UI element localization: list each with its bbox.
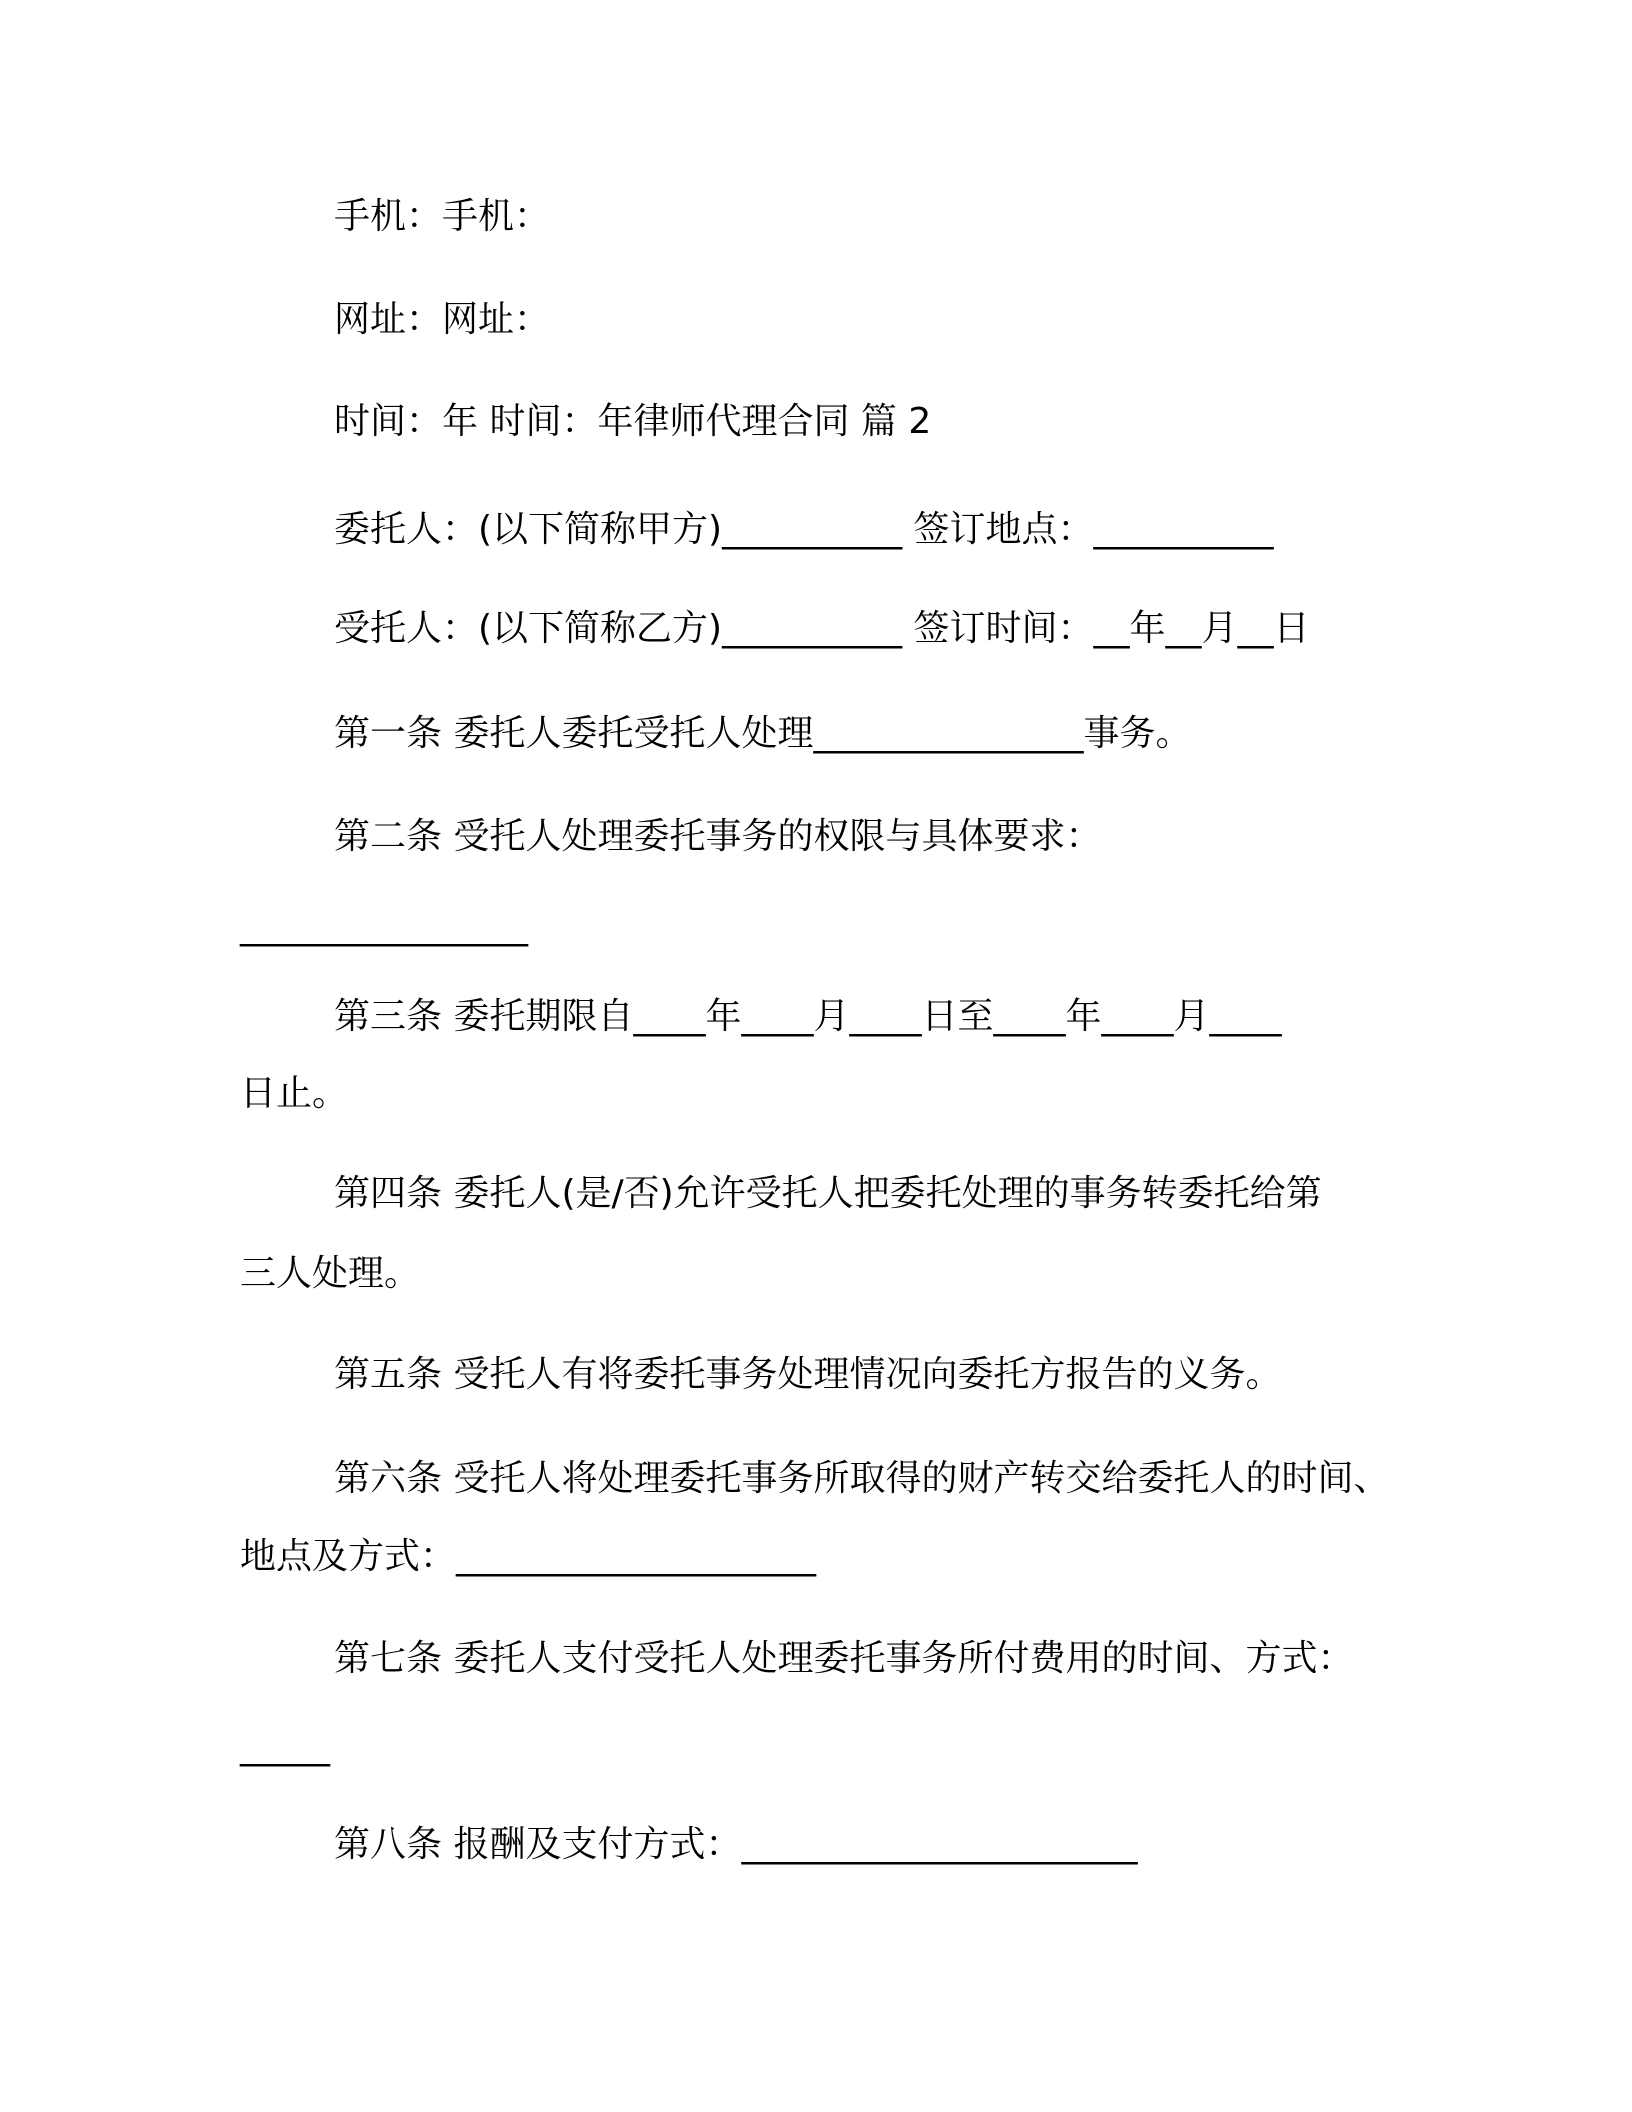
article-6-cont: 地点及方式：____________________ <box>240 1536 817 1577</box>
agent-line: 受托人：(以下简称乙方)__________ 签订时间：__年__月__日 <box>334 608 1310 649</box>
article-7: 第七条 委托人支付受托人处理委托事务所付费用的时间、方式： <box>334 1638 1354 1679</box>
article-2-blank: ________________ <box>240 906 528 947</box>
time-title-line: 时间：年 时间：年律师代理合同 篇 2 <box>334 401 932 442</box>
article-4: 第四条 委托人(是/否)允许受托人把委托处理的事务转委托给第 <box>334 1173 1322 1214</box>
article-3: 第三条 委托期限自____年____月____日至____年____月____ <box>334 996 1282 1037</box>
article-8: 第八条 报酬及支付方式：______________________ <box>334 1824 1138 1865</box>
principal-line: 委托人：(以下简称甲方)__________ 签订地点：__________ <box>334 509 1274 550</box>
article-2: 第二条 受托人处理委托事务的权限与具体要求： <box>334 816 1102 857</box>
website-line: 网址：网址： <box>334 299 551 340</box>
article-1: 第一条 委托人委托受托人处理_______________事务。 <box>334 713 1192 754</box>
article-3-cont: 日止。 <box>240 1073 349 1114</box>
phone-line: 手机：手机： <box>334 196 551 237</box>
article-7-blank: _____ <box>240 1726 330 1767</box>
article-5: 第五条 受托人有将委托事务处理情况向委托方报告的义务。 <box>334 1354 1282 1395</box>
article-6: 第六条 受托人将处理委托事务所取得的财产转交给委托人的时间、 <box>334 1458 1390 1499</box>
article-4-cont: 三人处理。 <box>240 1253 421 1294</box>
